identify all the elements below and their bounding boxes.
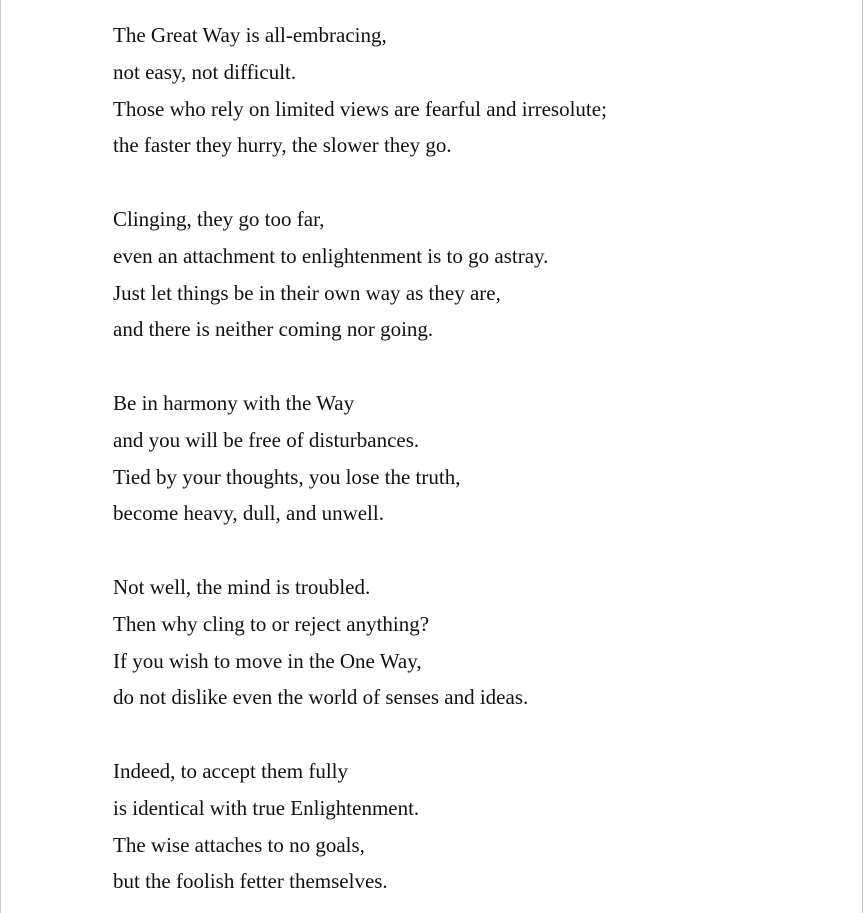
poem-line: Then why cling to or reject anything? xyxy=(113,611,430,636)
poem-line: Just let things be in their own way as they are, xyxy=(113,280,501,305)
poem-line: and there is neither coming nor going. xyxy=(113,317,434,342)
stanza xyxy=(113,385,607,532)
poem-line: is identical with true Enlightenment. xyxy=(113,795,420,820)
stanza xyxy=(113,753,607,900)
poem-body xyxy=(113,17,607,913)
poem-line: do not dislike even the world of senses and ideas. xyxy=(113,685,529,710)
poem-line: the faster they hurry, the slower they go. xyxy=(113,133,452,158)
poem-line: but the foolish fetter themselves. xyxy=(113,869,388,894)
poem-line: Be in harmony with the Way xyxy=(113,390,355,415)
poem-line: Those who rely on limited views are fearful and irresolute; xyxy=(113,96,607,121)
poem-line: Tied by your thoughts, you lose the truth, xyxy=(113,464,461,489)
stanza xyxy=(113,17,607,164)
poem-line: The Great Way is all-embracing, xyxy=(113,23,387,47)
poem-line: Clinging, they go too far, xyxy=(113,206,325,231)
poem-line: Not well, the mind is troubled. xyxy=(113,574,371,599)
poem-line: The wise attaches to no goals, xyxy=(113,832,365,857)
poem-line: not easy, not difficult. xyxy=(113,59,297,84)
stanza xyxy=(113,201,607,348)
poem-line: and you will be free of disturbances. xyxy=(113,427,420,452)
poem-line: If you wish to move in the One Way, xyxy=(113,648,422,673)
poem-line: Indeed, to accept them fully xyxy=(113,758,348,783)
poem-line: become heavy, dull, and unwell. xyxy=(113,501,384,526)
stanza xyxy=(113,569,607,716)
poem-line: even an attachment to enlightenment is to go astray. xyxy=(113,243,549,268)
